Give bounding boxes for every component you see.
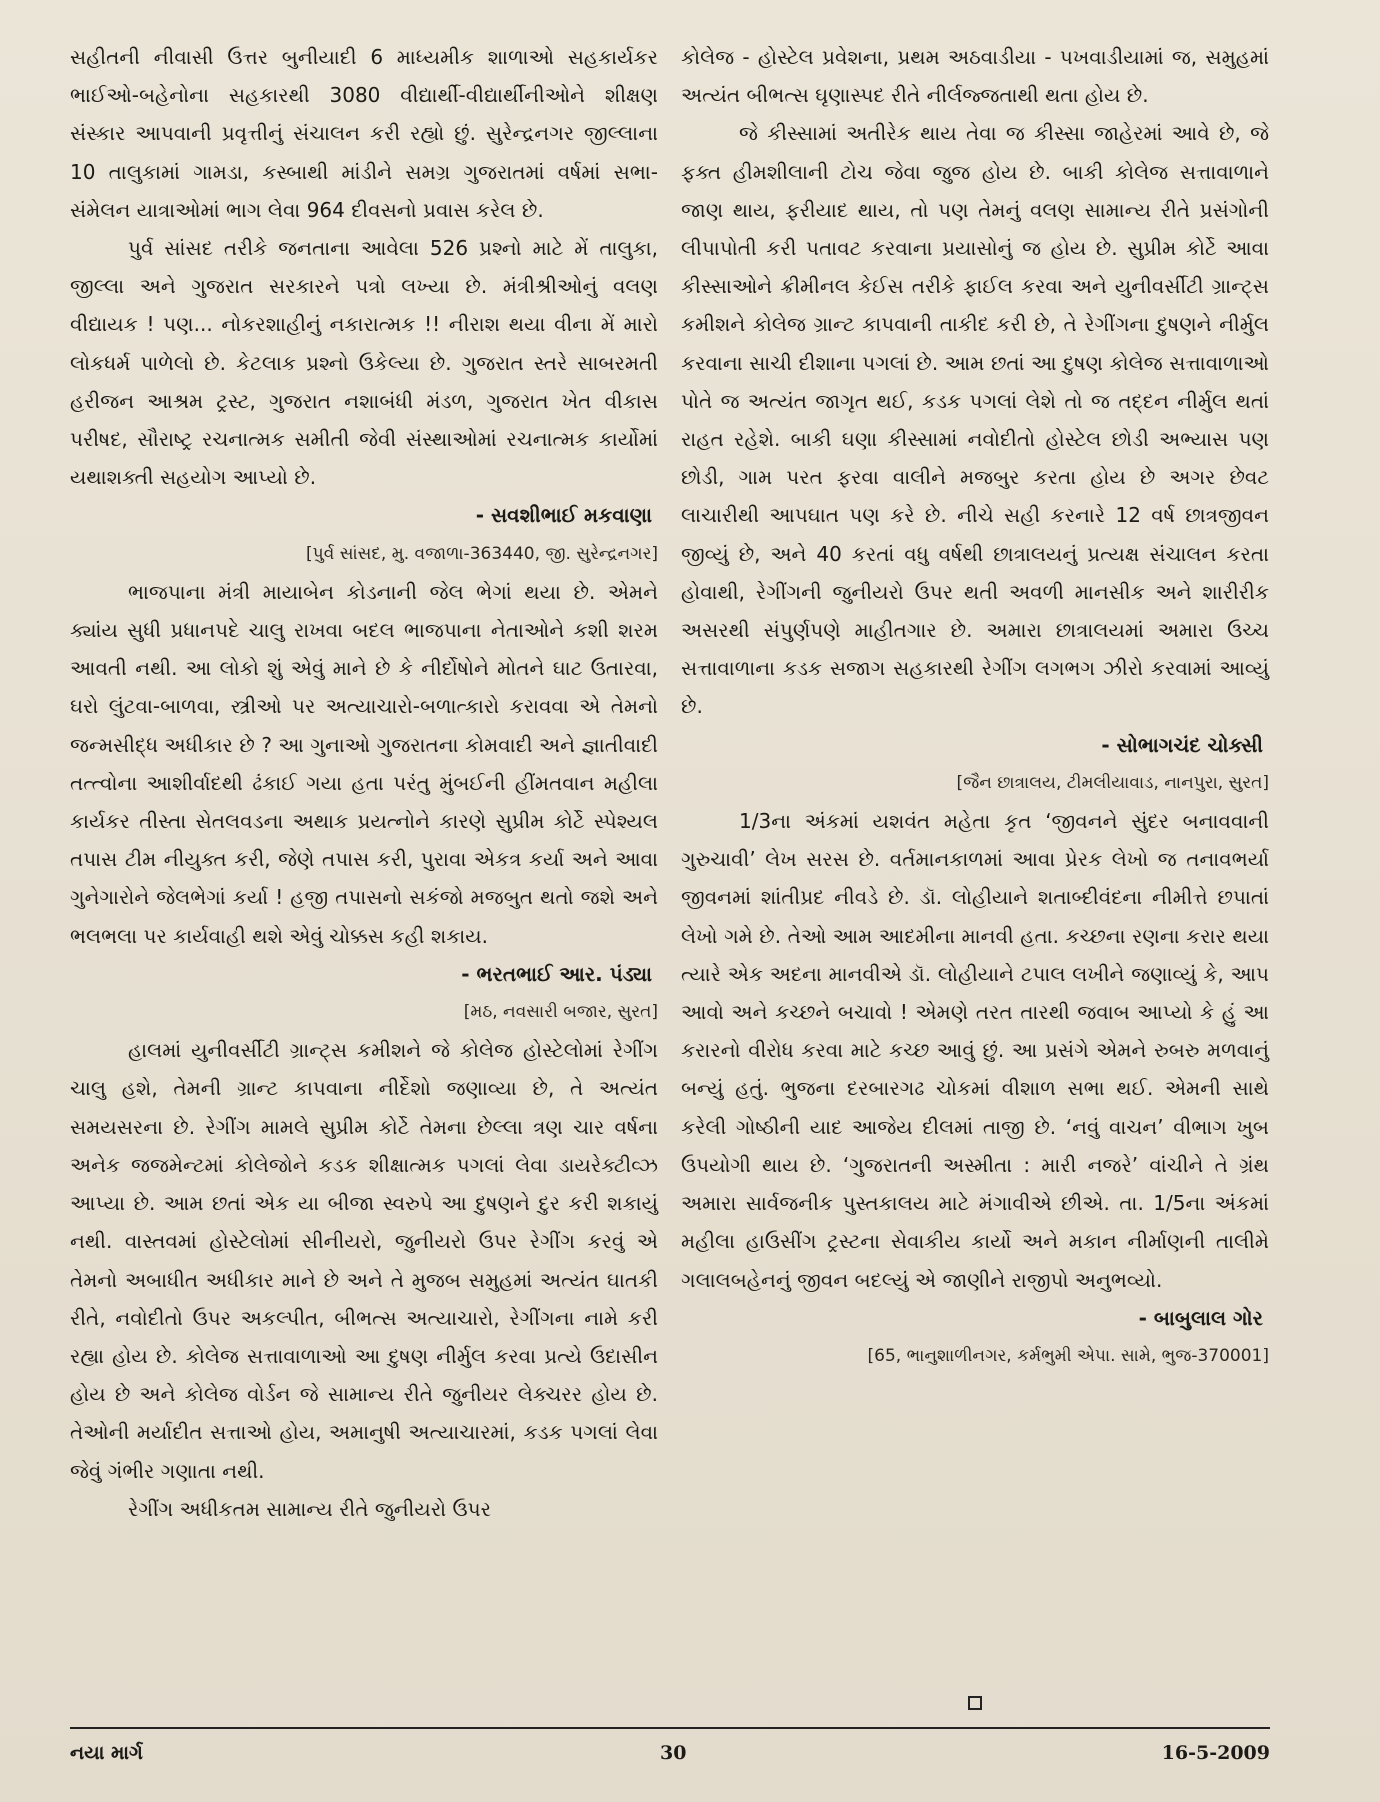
letter-address: [65, ભાનુશાળીનગર, કર્મભુમી એપા. સામે, ભુજ-370001] — [867, 1345, 1269, 1366]
letter-address: [જૈન છાત્રાલય, ટીમલીયાવાડ, નાનપુરા, સુરત] — [956, 772, 1269, 793]
letter-paragraph: સહીતની નીવાસી ઉત્તર બુનીયાદી 6 માધ્યમીક શાળાઓ સહકાર્યકર ભાઈઓ-બહેનોના સહકારથી 3080 વીદ્યાર્થી-વીદ્યાર્થીનીઓને શીક્ષણ સંસ્કાર આપવાની પ્રવૃત્તીનું સંચાલન કરી રહ્યો છું. સુરેન્દ્રનગર જીલ્લાના 10 તાલુકામાં ગામડા, કસ્બાથી માંડીને સમગ્ર ગુજરાતમાં વર્ષમાં સભા-સંમેલન યાત્રાઓમાં ભાગ લેવા 964 દીવસનો પ્રવાસ કરેલ છે. — [70, 45, 658, 222]
footer-divider — [70, 1727, 1270, 1729]
issue-date: 16-5-2009 — [1161, 1742, 1270, 1764]
letter-paragraph: કોલેજ - હોસ્ટેલ પ્રવેશના, પ્રથમ અઠવાડીયા - પખવાડીયામાં જ, સમુહમાં અત્યંત બીભત્સ ઘૃણાસ્પદ રીતે નીર્લજ્જતાથી થતા હોય છે. — [681, 45, 1269, 108]
letter-signature: - સોભાગચંદ ચોક્સી — [1101, 732, 1263, 757]
end-of-article-box-icon — [968, 1696, 982, 1710]
letter-signature: - ભરતભાઈ આર. પંડ્યા — [461, 961, 652, 986]
letter-address: [મઠ, નવસારી બજાર, સુરત] — [463, 1002, 658, 1023]
right-column — [681, 38, 1269, 1375]
letter-signature: - બાબુલાલ ગોર — [1138, 1305, 1263, 1330]
letter-paragraph: રેગીંગ અધીકતમ સામાન્ય રીતે જુનીયરો ઉપર — [128, 1496, 491, 1521]
letter-signature: - સવશીભાઈ મકવાણા — [475, 503, 652, 528]
page-footer — [70, 1742, 1270, 1776]
magazine-name: નયા માર્ગ — [70, 1742, 143, 1764]
letter-paragraph: હાલમાં યુનીવર્સીટી ગ્રાન્ટ્સ કમીશને જે કોલેજ હોસ્ટેલોમાં રેગીંગ ચાલુ હશે, તેમની ગ્રાન્ટ કાપવાના નીર્દેશો જણાવ્યા છે, તે અત્યંત સમયસરના છે. રેગીંગ મામલે સુપ્રીમ કોર્ટે તેમના છેલ્લા ત્રણ ચાર વર્ષના અનેક જજમેન્ટમાં કોલેજોને કડક શીક્ષાત્મક પગલાં લેવા ડાયરેક્ટીવ્ઝ આપ્યા છે. આમ છતાં એક યા બીજા સ્વરુપે આ દુષણને દુર કરી શકાયું નથી. વાસ્તવમાં હોસ્ટેલોમાં સીનીયરો, જુનીયરો ઉપર રેગીંગ કરવું એ તેમનો અબાધીત અધીકાર માને છે અને તે મુજબ સમુહમાં અત્યંત ઘાતકી રીતે, નવોદીતો ઉપર અકલ્પીત, બીભત્સ અત્યાચારો, રેગીંગના નામે કરી રહ્યા હોય છે. કોલેજ સત્તાવાળાઓ આ દુષણ નીર્મુલ કરવા પ્રત્યે ઉદાસીન હોય છે અને કોલેજ વોર્ડન જે સામાન્ય રીતે જુનીયર લેક્ચરર હોય છે. તેઓની મર્યાદીત સત્તાઓ હોય, અમાનુષી અત્યાચારમાં, કડક પગલાં લેવા જેવું ગંભીર ગણાતા નથી. — [70, 1038, 658, 1483]
left-column — [70, 38, 658, 1528]
letter-address: [પુર્વ સાંસદ, મુ. વજાળા-363440, જી. સુરેન્દ્રનગર] — [306, 543, 658, 564]
page-number: 30 — [660, 1742, 687, 1764]
letter-paragraph: ભાજપાના મંત્રી માયાબેન કોડનાની જેલ ભેગાં થયા છે. એમને ક્યાંય સુધી પ્રધાનપદે ચાલુ રાખવા બદલ ભાજપાના નેતાઓને કશી શરમ આવતી નથી. આ લોકો શું એવું માને છે કે નીર્દોષોને મોતને ઘાટ ઉતારવા, ઘરો લુંટવા-બાળવા, સ્ત્રીઓ પર અત્યાચારો-બળાત્કારો કરાવવા એ તેમનો જન્મસીદ્ધ અધીકાર છે ? આ ગુનાઓ ગુજરાતના કોમવાદી અને જ્ઞાતીવાદી તત્ત્વોના આશીર્વાદથી ઢંકાઈ ગયા હતા પરંતુ મુંબઈની હીંમતવાન મહીલા કાર્યકર તીસ્તા સેતલવડના અથાક પ્રયત્નોને કારણે સુપ્રીમ કોર્ટે સ્પેશ્યલ તપાસ ટીમ નીયુક્ત કરી, જેણે તપાસ કરી, પુરાવા એકત્ર કર્યા અને આવા ગુનેગારોને જેલભેગાં કર્યા ! હજી તપાસનો સકંજો મજબુત થતો જશે અને ભલભલા પર કાર્યવાહી થશે એવું ચોક્કસ કહી શકાય. — [70, 579, 658, 948]
letter-paragraph: જે કીસ્સામાં અતીરેક થાય તેવા જ કીસ્સા જાહેરમાં આવે છે, જે ફક્ત હીમશીલાની ટોચ જેવા જુજ હોય છે. બાકી કોલેજ સત્તાવાળાને જાણ થાય, ફરીયાદ થાય, તો પણ તેમનું વલણ સામાન્ય રીતે પ્રસંગોની લીપાપોતી કરી પતાવટ કરવાના પ્રયાસોનું જ હોય છે. સુપ્રીમ કોર્ટે આવા કીસ્સાઓને ક્રીમીનલ કેઈસ તરીકે ફાઈલ કરવા અને યુનીવર્સીટી ગ્રાન્ટ્સ કમીશને કોલેજ ગ્રાન્ટ કાપવાની તાકીદ કરી છે, તે રેગીંગના દુષણને નીર્મુલ કરવાના સાચી દીશાના પગલાં છે. આમ છતાં આ દુષણ કોલેજ સત્તાવાળાઓ પોતે જ અત્યંત જાગૃત થઈ, કડક પગલાં લેશે તો જ તદ્દન નીર્મુલ થતાં રાહત રહેશે. બાકી ઘણા કીસ્સામાં નવોદીતો હોસ્ટેલ છોડી અભ્યાસ પણ છોડી, ગામ પરત ફરવા વાલીને મજબુર કરતા હોય છે અગર છેવટ લાચારીથી આપઘાત પણ કરે છે. નીચે સહી કરનારે 12 વર્ષ છાત્રજીવન જીવ્યું છે, અને 40 કરતાં વધુ વર્ષથી છાત્રાલયનું પ્રત્યક્ષ સંચાલન કરતા હોવાથી, રેગીંગની જુનીયરો ઉપર થતી અવળી માનસીક અને શારીરીક અસરથી સંપુર્ણપણે માહીતગાર છે. અમારા છાત્રાલયમાં અમારા ઉચ્ચ સત્તાવાળાના કડક સજાગ સહકારથી રેગીંગ લગભગ ઝીરો કરવામાં આવ્યું છે. — [681, 121, 1269, 719]
letter-paragraph: 1/3ના અંકમાં યશવંત મહેતા કૃત ‘જીવનને સુંદર બનાવવાની ગુરુચાવી’ લેખ સરસ છે. વર્તમાનકાળમાં આવા પ્રેરક લેખો જ તનાવભર્યા જીવનમાં શાંતીપ્રદ નીવડે છે. ડૉ. લોહીયાને શતાબ્દીવંદના નીમીત્તે છપાતાં લેખો ગમે છે. તેઓ આમ આદમીના માનવી હતા. કચ્છના રણના કરાર થયા ત્યારે એક અદના માનવીએ ડૉ. લોહીયાને ટપાલ લખીને જણાવ્યું કે, આપ આવો અને કચ્છને બચાવો ! એમણે તરત તારથી જવાબ આપ્યો કે હું આ કરારનો વીરોધ કરવા માટે કચ્છ આવું છું. આ પ્રસંગે એમને રુબરુ મળવાનું બન્યું હતું. ભુજના દરબારગઢ ચોકમાં વીશાળ સભા થઈ. એમની સાથે કરેલી ગોષ્ઠીની યાદ આજેય દીલમાં તાજી છે. ‘નવું વાચન’ વીભાગ ખુબ ઉપયોગી થાય છે. ‘ગુજરાતની અસ્મીતા : મારી નજરે’ વાંચીને તે ગ્રંથ અમારા સાર્વજનીક પુસ્તકાલય માટે મંગાવીએ છીએ. તા. 1/5ના અંકમાં મહીલા હાઉસીંગ ટ્રસ્ટના સેવાકીય કાર્યો અને મકાન નીર્માણની તાલીમે ગલાલબહેનનું જીવન બદલ્યું એ જાણીને રાજીપો અનુભવ્યો. — [681, 809, 1269, 1292]
letter-paragraph: પુર્વ સાંસદ તરીકે જનતાના આવેલા 526 પ્રશ્નો માટે મેં તાલુકા, જીલ્લા અને ગુજરાત સરકારને પત્રો લખ્યા છે. મંત્રીશ્રીઓનું વલણ વીદ્યાયક ! પણ... નોકરશાહીનું નકારાત્મક !! નીરાશ થયા વીના મેં મારો લોકધર્મ પાળેલો છે. કેટલાક પ્રશ્નો ઉકેલ્યા છે. ગુજરાત સ્તરે સાબરમતી હરીજન આશ્રમ ટ્રસ્ટ, ગુજરાત નશાબંધી મંડળ, ગુજરાત ખેત વીકાસ પરીષદ, સૌરાષ્ટ્ર રચનાત્મક સમીતી જેવી સંસ્થાઓમાં રચનાત્મક કાર્યોમાં યથાશક્તી સહયોગ આપ્યો છે. — [70, 236, 658, 490]
